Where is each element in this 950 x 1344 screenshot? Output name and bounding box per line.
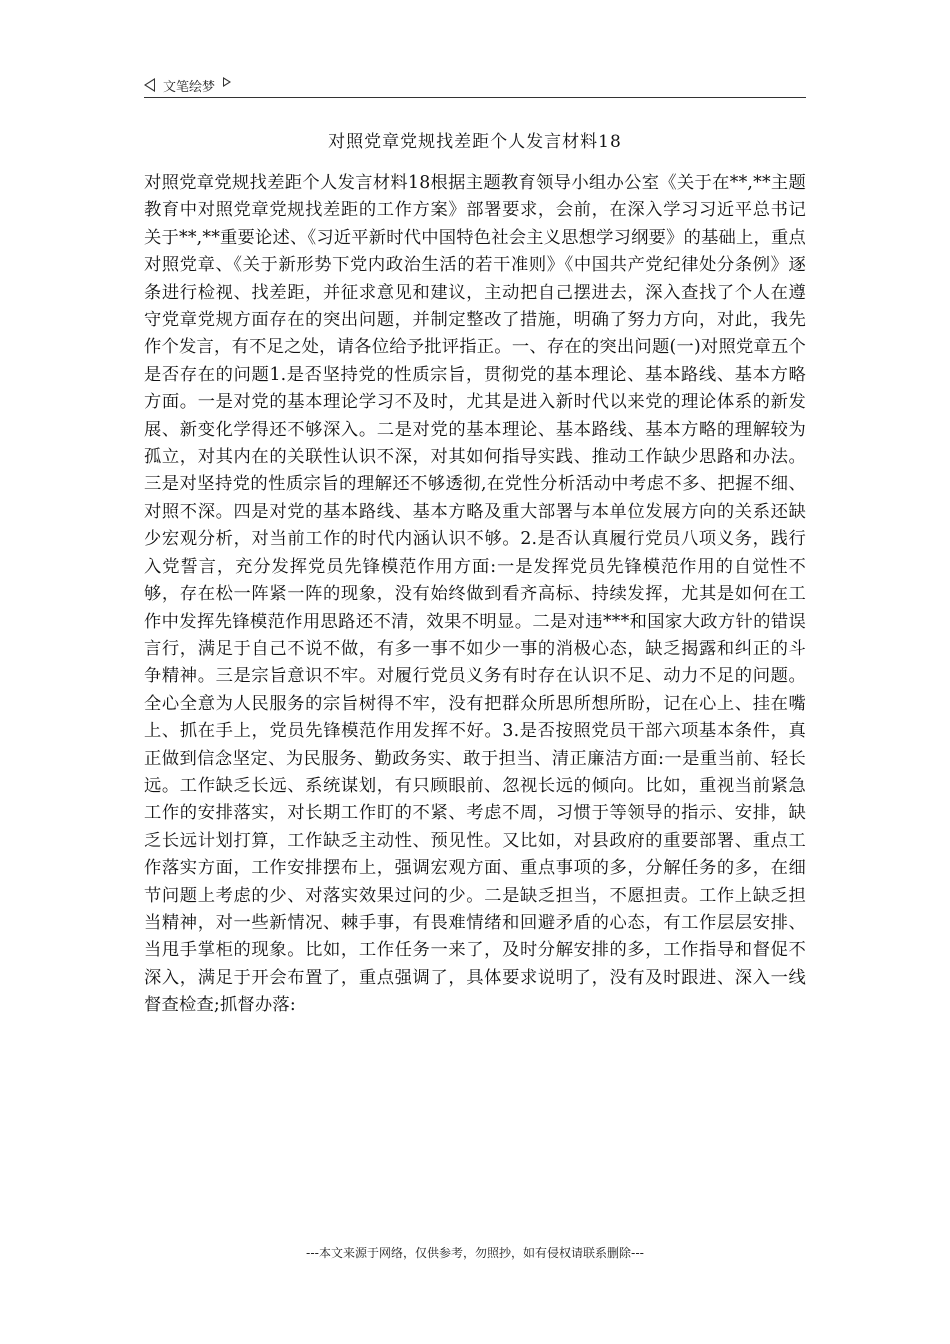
triangle-left-icon [144, 78, 155, 92]
header-divider [144, 97, 806, 98]
document-title: 对照党章党规找差距个人发言材料18 [328, 132, 622, 152]
triangle-right-icon [223, 77, 231, 87]
page-header [144, 74, 806, 96]
footer-disclaimer: ---本文来源于网络，仅供参考，勿照抄，如有侵权请联系删除--- [306, 1246, 644, 1260]
brand-label: 文笔绘梦 [163, 79, 216, 95]
document-body: 对照党章党规找差距个人发言材料18根据主题教育领导小组办公室《关于在**,**主题教育中对照党章党规找差距的工作方案》部署要求，会前，在深入学习习近平总书记关于**,**重要论述、《习近平新时代中国特色社会主义思想学习纲要》的基础上，重点对照党章、《关于新形势下党内政治生活的若干准则》《中国共产党纪律处分条例》逐条进行检视、找差距，并征求意见和建议，主动把自己摆进去，深入查找了个人在遵守党章党规方面存在的突出问题，并制定整改了措施，明确了努力方向，对此，我先作个发言，有不足之处，请各位给予批评指正。一、存在的突出问题(一)对照党章五个是否存在的问题1.是否坚持党的性质宗旨，贯彻党的基本理论、基本路线、基本方略方面。一是对党的基本理论学习不及时，尤其是进入新时代以来党的理论体系的新发展、新变化学得还不够深入。二是对党的基本理论、基本路线、基本方略的理解较为孤立，对其内在的关联性认识不深，对其如何指导实践、推动工作缺少思路和办法。三是对坚持党的性质宗旨的理解还不够透彻,在党性分析活动中考虑不多、把握不细、对照不深。四是对党的基本路线、基本方略及重大部署与本单位发展方向的关系还缺少宏观分析，对当前工作的时代内涵认识不够。2.是否认真履行党员八项义务，践行入党誓言，充分发挥党员先锋模范作用方面:一是发挥党员先锋模范作用的自觉性不够，存在松一阵紧一阵的现象，没有始终做到看齐高标、持续发挥，尤其是如何在工作中发挥先锋模范作用思路还不清，效果不明显。二是对违***和国家大政方针的错误言行，满足于自己不说不做，有多一事不如少一事的消极心态，缺乏揭露和纠正的斗争精神。三是宗旨意识不牢。对履行党员义务有时存在认识不足、动力不足的问题。全心全意为人民服务的宗旨树得不牢，没有把群众所思所想所盼，记在心上、挂在嘴上、抓在手上，党员先锋模范作用发挥不好。3.是否按照党员干部六项基本条件，真正做到信念坚定、为民服务、勤政务实、敢于担当、清正廉洁方面:一是重当前、轻长远。工作缺乏长远、系统谋划，有只顾眼前、忽视长远的倾向。比如，重视当前紧急工作的安排落实，对长期工作盯的不紧、考虑不周，习惯于等领导的指示、安排，缺乏长远计划打算，工作缺乏主动性、预见性。又比如，对县政府的重要部署、重点工作落实方面，工作安排摆布上，强调宏观方面、重点事项的多，分解任务的多，在细节问题上考虑的少、对落实效果过问的少。二是缺乏担当，不愿担责。工作上缺乏担当精神，对一些新情况、棘手事，有畏难情绪和回避矛盾的心态，有工作层层安排、当甩手掌柜的现象。比如，工作任务一来了，及时分解安排的多，工作指导和督促不深入，满足于开会布置了，重点强调了，具体要求说明了，没有及时跟进、深入一线督查检查;抓督办落: [144, 173, 806, 1016]
